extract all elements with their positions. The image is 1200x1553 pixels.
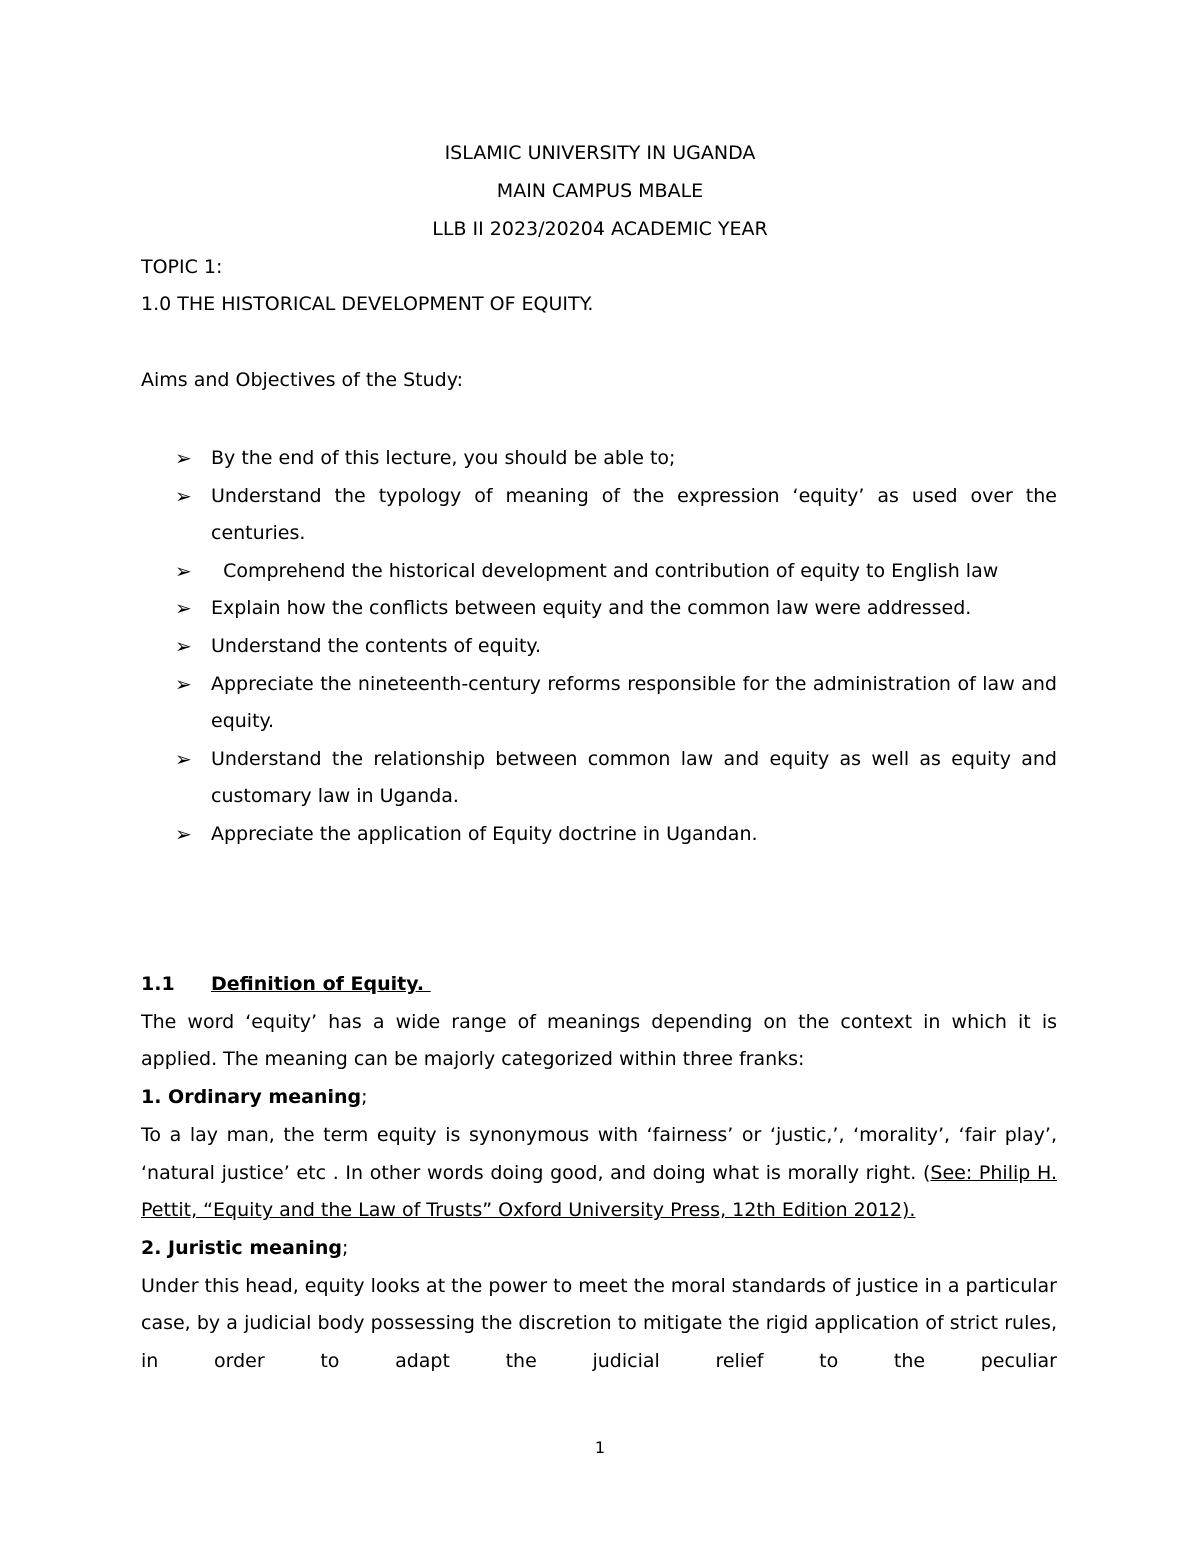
list-item: ➢ Understand the contents of equity. [141, 628, 1057, 666]
arrow-bullet-icon: ➢ [175, 483, 192, 508]
arrow-bullet-icon: ➢ [175, 596, 192, 621]
section-heading [141, 966, 1057, 1004]
ordinary-meaning-text: To a lay man, the term equity is synonymous with ‘fairness’ or ‘justic,’, ‘morality’, ‘fair play’, ‘natural justice’ etc . In other words doing good, and doing what is morally right. (See: Philip H. Pettit, “Equity and the Law of Trusts” Oxford University Press, 12th Edition 2012). [141, 1123, 1057, 1222]
campus-name: MAIN CAMPUS MBALE [496, 180, 704, 202]
list-item: ➢ By the end of this lecture, you should be able to; [141, 440, 1057, 478]
list-item: ➢ Appreciate the nineteenth-century reforms responsible for the administration of law and equity. [141, 666, 1057, 741]
list-item: ➢ Comprehend the historical development and contribution of equity to English law [141, 553, 1057, 591]
topic-heading-text: 1.0 THE HISTORICAL DEVELOPMENT OF EQUITY [141, 293, 588, 315]
list-item: ➢ Understand the relationship between common law and equity as well as equity and customary law in Uganda. [141, 741, 1057, 816]
arrow-bullet-icon: ➢ [175, 446, 192, 470]
ordinary-meaning-heading: 1. Ordinary meaning; [141, 1086, 368, 1109]
arrow-bullet-icon: ➢ [175, 821, 192, 846]
academic-year: LLB II 2023/20204 ACADEMIC YEAR [432, 218, 768, 240]
section-number: 1.1 [141, 973, 175, 995]
juristic-meaning-heading: 2. Juristic meaning; [141, 1236, 349, 1259]
page-number: 1 [594, 1438, 606, 1457]
arrow-bullet-icon: ➢ [175, 633, 192, 658]
aims-title: Aims and Objectives of the Study: [141, 369, 463, 391]
aims-list [141, 440, 1057, 854]
topic-heading-period: . [587, 293, 594, 315]
definition-intro: The word ‘equity’ has a wide range of meanings depending on the context in which it is applied. The meaning can be majorly categorized within three franks: [141, 1010, 1057, 1071]
topic-label: TOPIC 1: [141, 256, 223, 278]
arrow-bullet-icon: ➢ [175, 671, 192, 696]
juristic-meaning-text: Under this head, equity looks at the power to meet the moral standards of justice in a particular case, by a judicial body possessing the discretion to mitigate the rigid application of strict rules, in order to adapt the judicial relief to the peculiar [141, 1274, 1057, 1373]
university-name: ISLAMIC UNIVERSITY IN UGANDA [444, 142, 756, 164]
list-item: ➢ Explain how the conflicts between equity and the common law were addressed. [141, 590, 1057, 628]
section-title: Definition of Equity. [211, 973, 431, 995]
citation-link[interactable]: See: Philip H. Pettit, “Equity and the Law of Trusts” Oxford University Press, 12th Edition 2012). [141, 1161, 1057, 1222]
list-item: ➢ Appreciate the application of Equity doctrine in Ugandan. [141, 816, 1057, 854]
list-item: ➢ Understand the typology of meaning of the expression ‘equity’ as used over the centuries. [141, 478, 1057, 553]
definition-section [141, 966, 1057, 1381]
arrow-bullet-icon: ➢ [175, 746, 192, 771]
topic-heading [141, 290, 593, 318]
arrow-bullet-icon: ➢ [175, 558, 192, 583]
